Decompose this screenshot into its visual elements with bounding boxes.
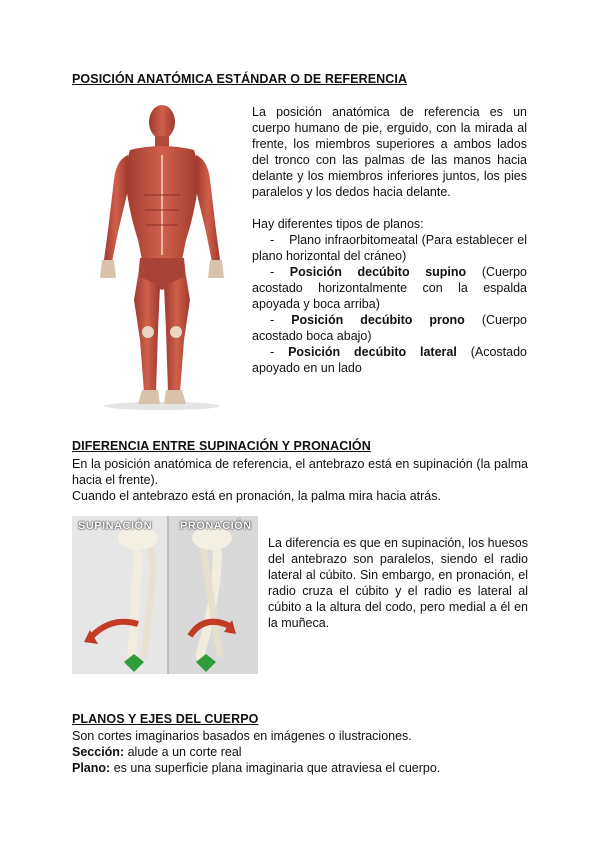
list-item-bold: Posición decúbito supino: [289, 265, 467, 279]
list-item-continuation: acostado horizontalmente con la espalda apoyada y boca arriba): [252, 281, 527, 311]
plano-definition: [72, 760, 440, 776]
seccion-definition: [72, 744, 242, 760]
list-item: [252, 344, 527, 360]
list-item-continuation: apoyado en un lado: [252, 361, 362, 375]
list-item-text: Plano infraorbitomeatal (Para establecer el: [289, 233, 527, 247]
section-heading-supination-pronation: DIFERENCIA ENTRE SUPINACIÓN Y PRONACIÓN: [72, 439, 371, 453]
list-dash: -: [270, 233, 275, 247]
planes-title: Hay diferentes tipos de planos:: [252, 217, 424, 231]
list-item-bold: Posición decúbito lateral: [288, 345, 457, 359]
list-item-bold: Posición decúbito prono: [291, 313, 465, 327]
list-item-text: (Cuerpo: [481, 313, 527, 327]
section-heading-planes-axes: PLANOS Y EJES DEL CUERPO: [72, 712, 259, 726]
list-item-text: (Cuerpo: [481, 265, 527, 279]
list-dash: -: [270, 313, 275, 327]
supination-label: SUPINACIÓN: [78, 520, 153, 532]
list-item: [252, 232, 527, 248]
section-heading-anatomical-position: POSICIÓN ANATÓMICA ESTÁNDAR O DE REFERENCIA: [72, 72, 408, 86]
seccion-text: alude a un corte real: [127, 745, 242, 759]
supination-pronation-image: [72, 516, 258, 674]
seccion-label: Sección:: [72, 745, 125, 759]
pronation-paragraph: Cuando el antebrazo está en pronación, la palma mira hacia atrás.: [72, 489, 441, 503]
supination-pronation-explanation: La diferencia es que en supinación, los huesos del antebrazo son paralelos, siendo el radio lateral al cúbito. Sin embargo, en pronación, el radio cruza el cúbito y el radio es lateral al cúbito a la altura del codo, pero medial a él en la muñeca.: [268, 536, 528, 630]
planes-intro: Son cortes imaginarios basados en imágenes o ilustraciones.: [72, 729, 412, 743]
list-item-continuation: plano horizontal del cráneo): [252, 249, 407, 263]
list-item: [252, 264, 527, 280]
list-item: [252, 312, 527, 328]
anatomical-position-intro: La posición anatómica de referencia es un cuerpo humano de pie, erguido, con la mirada al frente, los miembros superiores a ambos lados del tronco con las palmas de las manos hacia delante y los miembros inferiores juntos, los pies paralelos y los dedos hacia delante.: [252, 105, 527, 199]
list-item-continuation: acostado boca abajo): [252, 329, 372, 343]
list-dash: -: [270, 345, 275, 359]
list-dash: -: [270, 265, 275, 279]
muscular-body-image: [82, 100, 242, 412]
supination-paragraph: En la posición anatómica de referencia, el antebrazo está en supinación (la palma hacia el frente).: [72, 457, 528, 487]
plano-label: Plano:: [72, 761, 111, 775]
list-item-text: (Acostado: [470, 345, 527, 359]
plano-text: es una superficie plana imaginaria que atraviesa el cuerpo.: [113, 761, 441, 775]
pronation-label: PRONACIÓN: [180, 520, 252, 532]
